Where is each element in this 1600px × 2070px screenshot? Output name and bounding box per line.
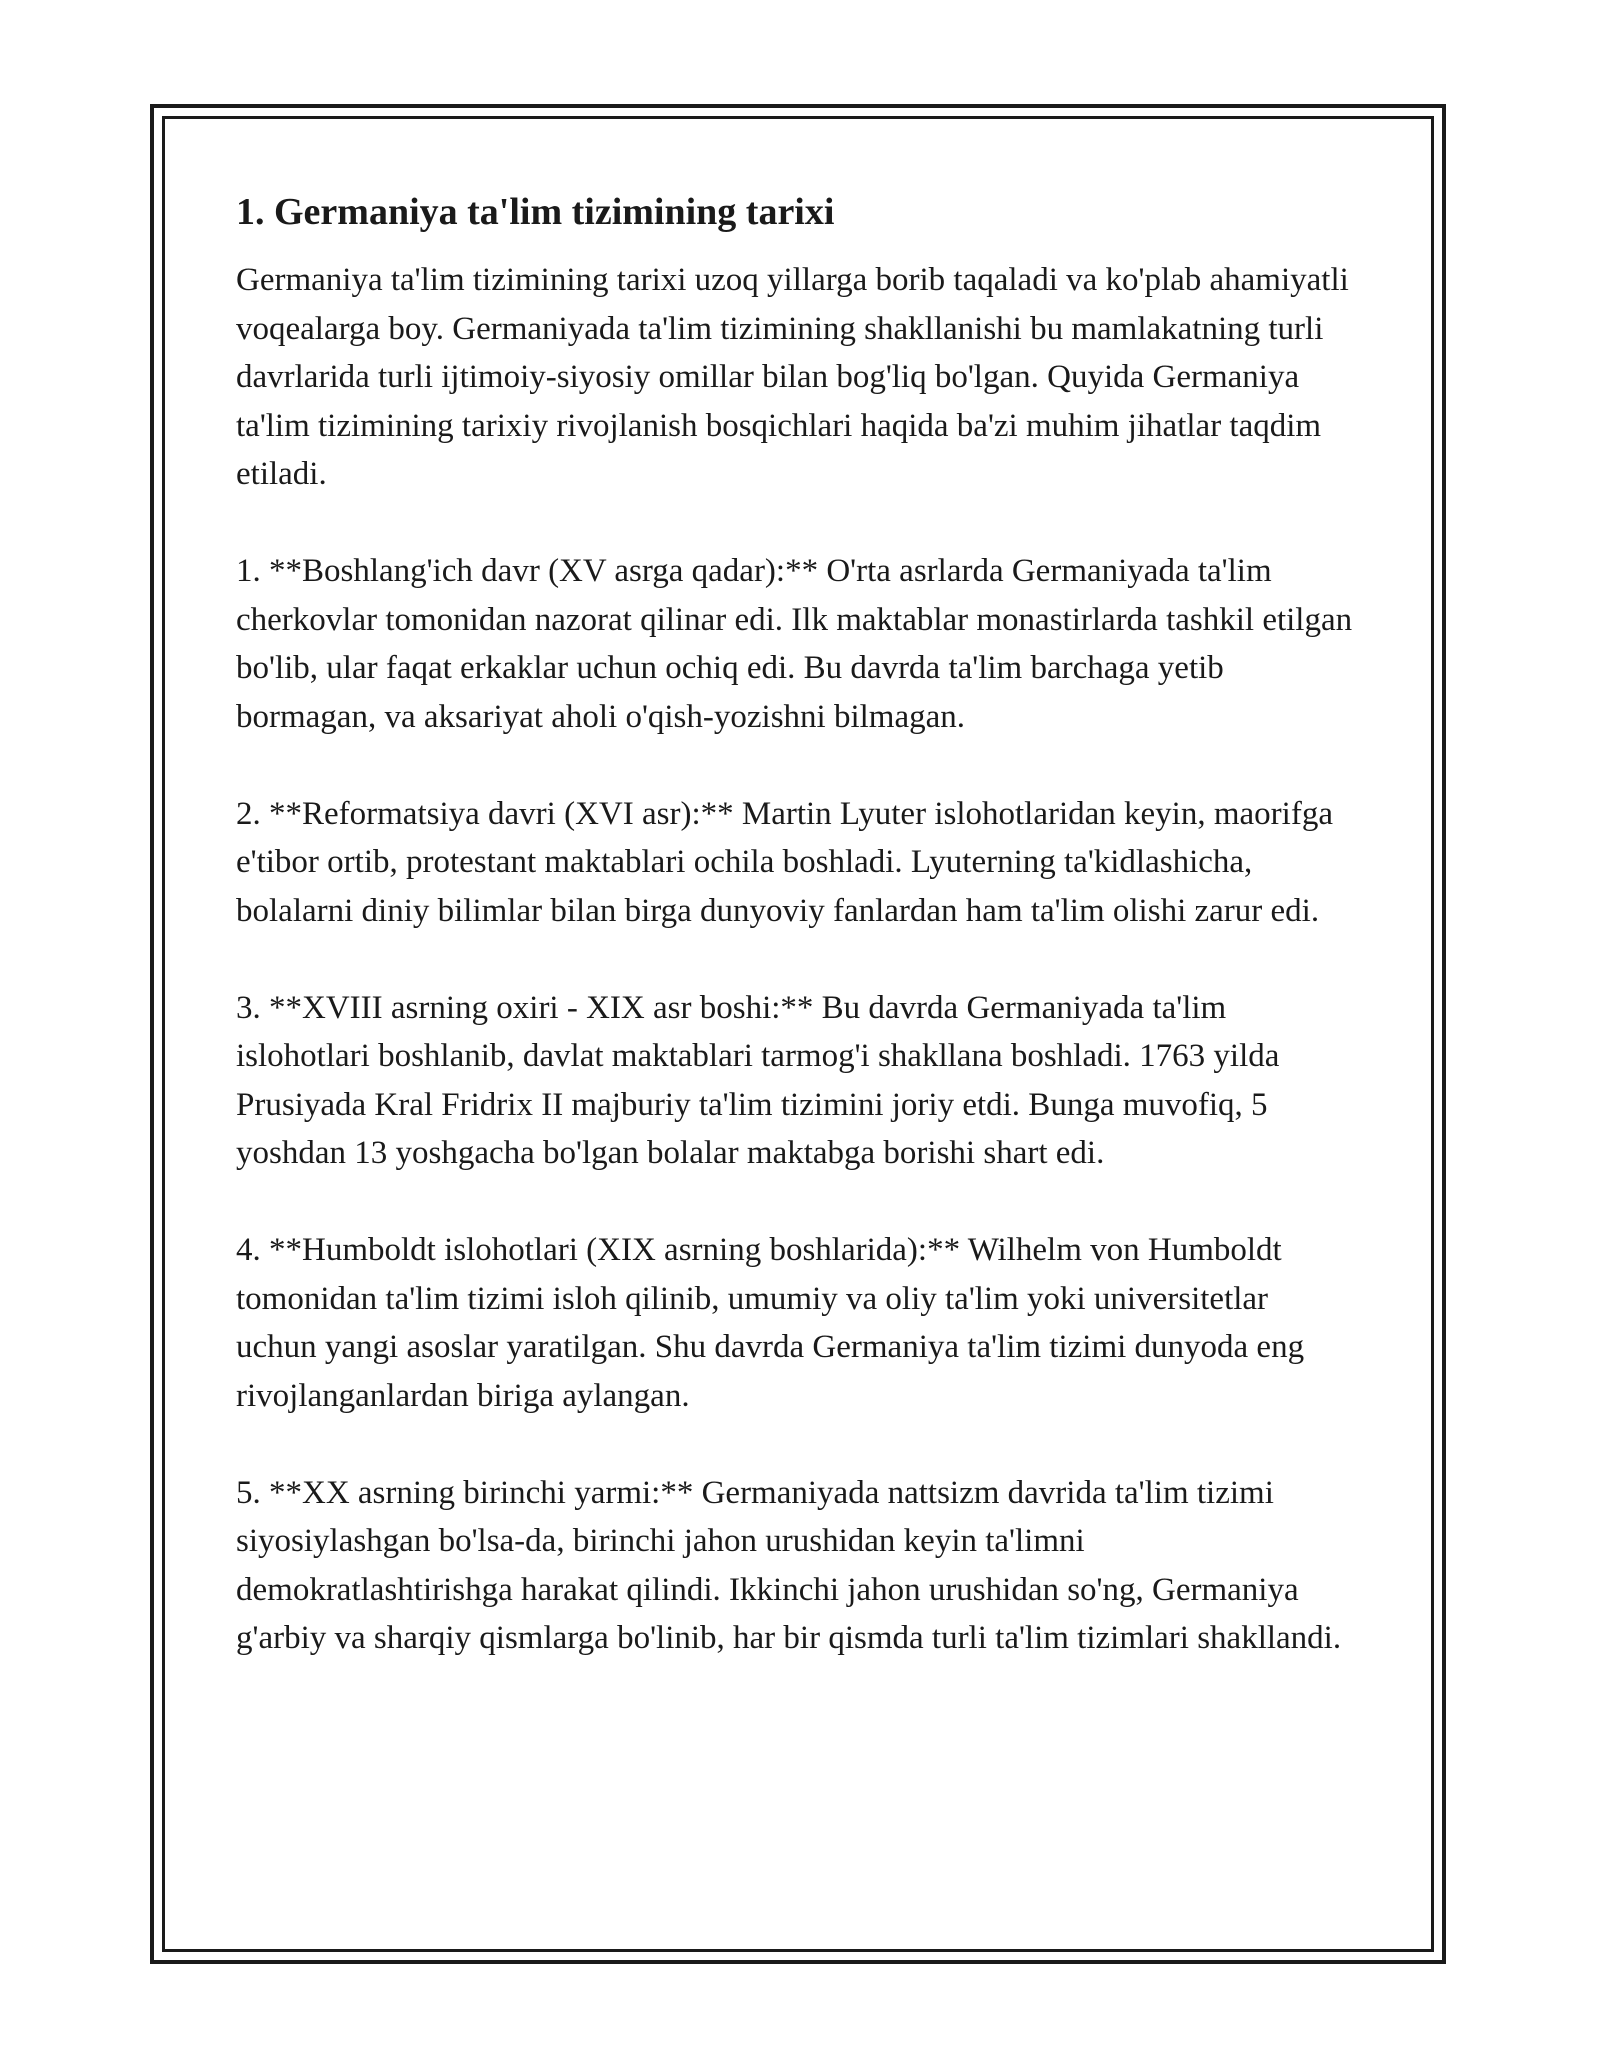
paragraph-period-5: 5. **XX asrning birinchi yarmi:** Germaniyada nattsizm davrida ta'lim tizimi siyosiylashgan bo'lsa-da, birinchi jahon urushidan keyin ta'limni demokratlashtirishga harakat qilindi. Ikkinchi jahon urushidan so'ng, Germaniya g'arbiy va sharqiy qismlarga bo'linib, har bir qismda turli ta'lim tizimlari shakllandi. [236,1474,1342,1656]
paragraph-period-4: 4. **Humboldt islohotlari (XIX asrning boshlarida):** Wilhelm von Humboldt tomonidan ta'lim tizimi isloh qilinib, umumiy va oliy ta'lim yoki universitetlar uchun yangi asoslar yaratilgan. Shu davrda Germaniya ta'lim tizimi dunyoda eng rivojlanganlardan biriga aylangan. [236,1232,1305,1414]
paragraph-period-3: 3. **XVIII asrning oxiri - XIX asr boshi:** Bu davrda Germaniyada ta'lim islohotlari boshlanib, davlat maktablari tarmog'i shakllana boshladi. 1763 yilda Prusiyada Kral Fridrix II majburiy ta'lim tizimini joriy etdi. Bunga muvofiq, 5 yoshdan 13 yoshgacha bo'lgan bolalar maktabga borishi shart edi. [236,989,1280,1171]
section-title: 1. Germaniya ta'lim tizimining tarixi [236,191,835,233]
document-body [236,186,1356,1711]
paragraph-period-1: 1. **Boshlang'ich davr (XV asrga qadar):** O'rta asrlarda Germaniyada ta'lim cherkovlar tomonidan nazorat qilinar edi. Ilk maktablar monastirlarda tashkil etilgan bo'lib, ular faqat erkaklar uchun ochiq edi. Bu davrda ta'lim barchaga yetib bormagan, va aksariyat aholi o'qish-yozishni bilmagan. [236,553,1353,735]
paragraph-period-2: 2. **Reformatsiya davri (XVI asr):** Martin Lyuter islohotlaridan keyin, maorifga e'tibor ortib, protestant maktablari ochila boshladi. Lyuterning ta'kidlashicha, bolalarni diniy bilimlar bilan birga dunyoviy fanlardan ham ta'lim olishi zarur edi. [236,795,1333,929]
intro-paragraph: Germaniya ta'lim tizimining tarixi uzoq yillarga borib taqaladi va ko'plab ahamiyatli voqealarga boy. Germaniyada ta'lim tizimining shakllanishi bu mamlakatning turli davrlarida turli ijtimoiy-siyosiy omillar bilan bog'liq bo'lgan. Quyida Germaniya ta'lim tizimining tarixiy rivojlanish bosqichlari haqida ba'zi muhim jihatlar taqdim etiladi. [236,262,1349,492]
